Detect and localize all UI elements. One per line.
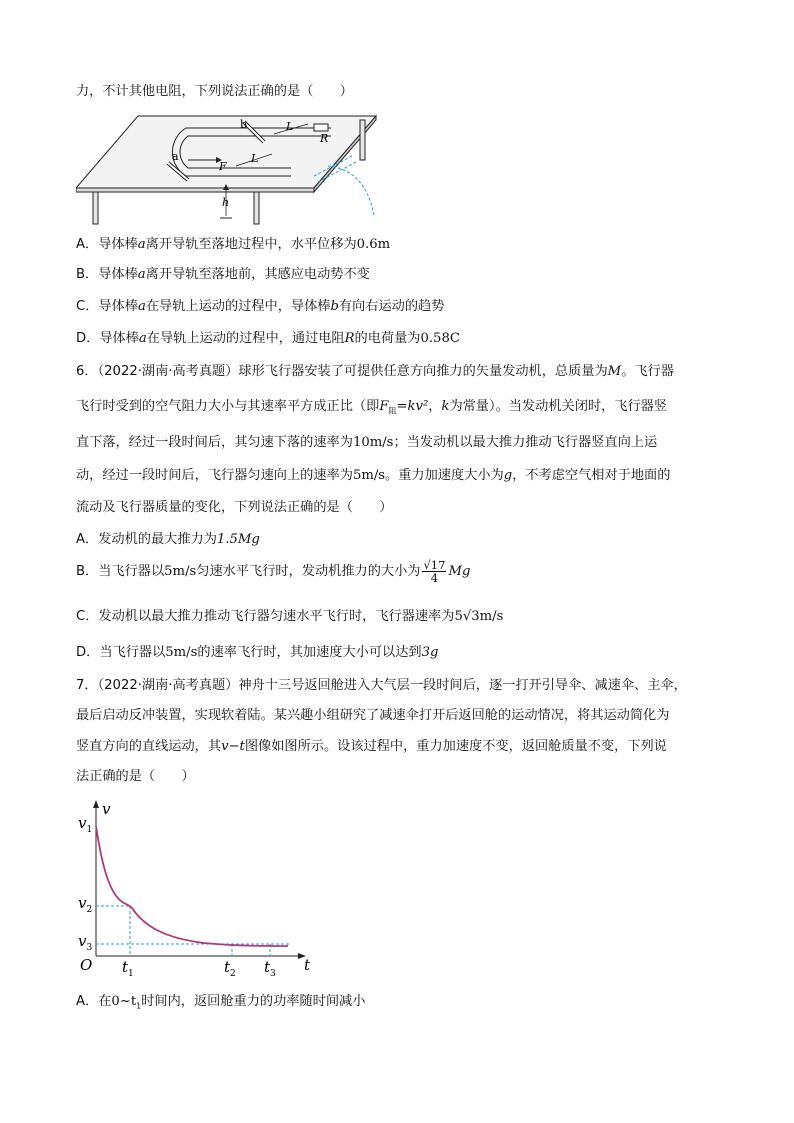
- q6-option-c: C．发动机以最大推力推动飞行器匀速水平飞行时，飞行器速率为5√3m/s: [76, 609, 504, 624]
- label-F: F: [219, 160, 227, 173]
- tick-t3: $t_3$: [264, 958, 276, 979]
- q7-line-3: 竖直方向的直线运动，其v−t图像如图所示。设该过程中，重力加速度不变，返回舱质量不变，下列说: [76, 739, 667, 754]
- q5-option-d: D．导体棒a在导轨上运动的过程中，通过电阻R的电荷量为0.58C: [76, 331, 460, 346]
- q5-stem-tail: 力，不计其他电阻，下列说法正确的是（ ）: [76, 84, 353, 99]
- fraction: $\frac{√17}{4}$: [423, 557, 446, 585]
- q7-vt-graph: [74, 796, 324, 980]
- q6-option-a: A．发动机的最大推力为1.5Mg: [76, 532, 260, 547]
- q6-line-5: 流动及飞行器质量的变化，下列说法正确的是（ ）: [76, 500, 393, 515]
- tick-v2: $v_2$: [78, 894, 93, 915]
- q6-line-1: 6．（2022·湖南·高考真题）球形飞行器安装了可提供任意方向推力的矢量发动机，总质量为M。飞行器: [76, 364, 674, 379]
- vt-curve: [96, 826, 288, 946]
- label-a: a: [172, 150, 179, 163]
- tick-t1: $t_1$: [122, 958, 134, 979]
- q5-option-c: C．导体棒a在导轨上运动的过程中，导体棒b有向右运动的趋势: [76, 299, 445, 314]
- label-b: b: [240, 118, 248, 131]
- q6-line-2: 飞行时受到的空气阻力大小与其速率平方成正比（即$F_阻=kv^2$，k为常量）。当发动机关闭时，飞行器竖: [76, 399, 668, 416]
- label-L-bottom: L: [251, 152, 259, 165]
- q6-option-d: D．当飞行器以5m/s的速率飞行时，其加速度大小可以达到3g: [76, 645, 439, 660]
- q7-line-2: 最后启动反冲装置，实现软着陆。某兴趣小组研究了减速伞打开后返回舱的运动情况，将其运动简化为: [76, 708, 670, 723]
- q7-line-1: 7．（2022·湖南·高考真题）神舟十三号返回舱进入大气层一段时间后，逐一打开引导伞、减速伞、主伞，: [76, 678, 687, 693]
- q5-rail-figure: [76, 108, 382, 228]
- tick-v1: $v_1$: [78, 814, 93, 835]
- x-axis-label: t: [304, 956, 311, 974]
- origin-label: O: [80, 956, 93, 974]
- q7-line-4: 法正确的是（ ）: [76, 769, 195, 784]
- q7-option-a: A．在$0\sim t_1$时间内，返回舱重力的功率随时间减小: [76, 994, 366, 1011]
- q6-line-4: 动，经过一段时间后，飞行器匀速向上的速率为5m/s。重力加速度大小为g，不考虑空气相对于地面的: [76, 468, 671, 483]
- tick-t2: $t_2$: [224, 958, 236, 979]
- q6-line-3: 直下落，经过一段时间后，其匀速下落的速率为10m/s；当发动机以最大推力推动飞行器竖直向上运: [76, 435, 658, 450]
- tick-v3: $v_3$: [78, 932, 93, 953]
- label-L-top: L: [286, 120, 294, 133]
- q5-option-a: A．导体棒a离开导轨至落地过程中，水平位移为0.6m: [76, 237, 391, 252]
- q6-option-b: B．当飞行器以5m/s匀速水平飞行时，发动机推力的大小为 $\frac{√17}{4}$ Mg: [76, 557, 471, 585]
- y-axis-label: v: [102, 800, 111, 818]
- label-h: h: [222, 196, 230, 209]
- q5-option-b: B．导体棒a离开导轨至落地前，其感应电动势不变: [76, 267, 370, 282]
- label-R: R: [320, 132, 329, 145]
